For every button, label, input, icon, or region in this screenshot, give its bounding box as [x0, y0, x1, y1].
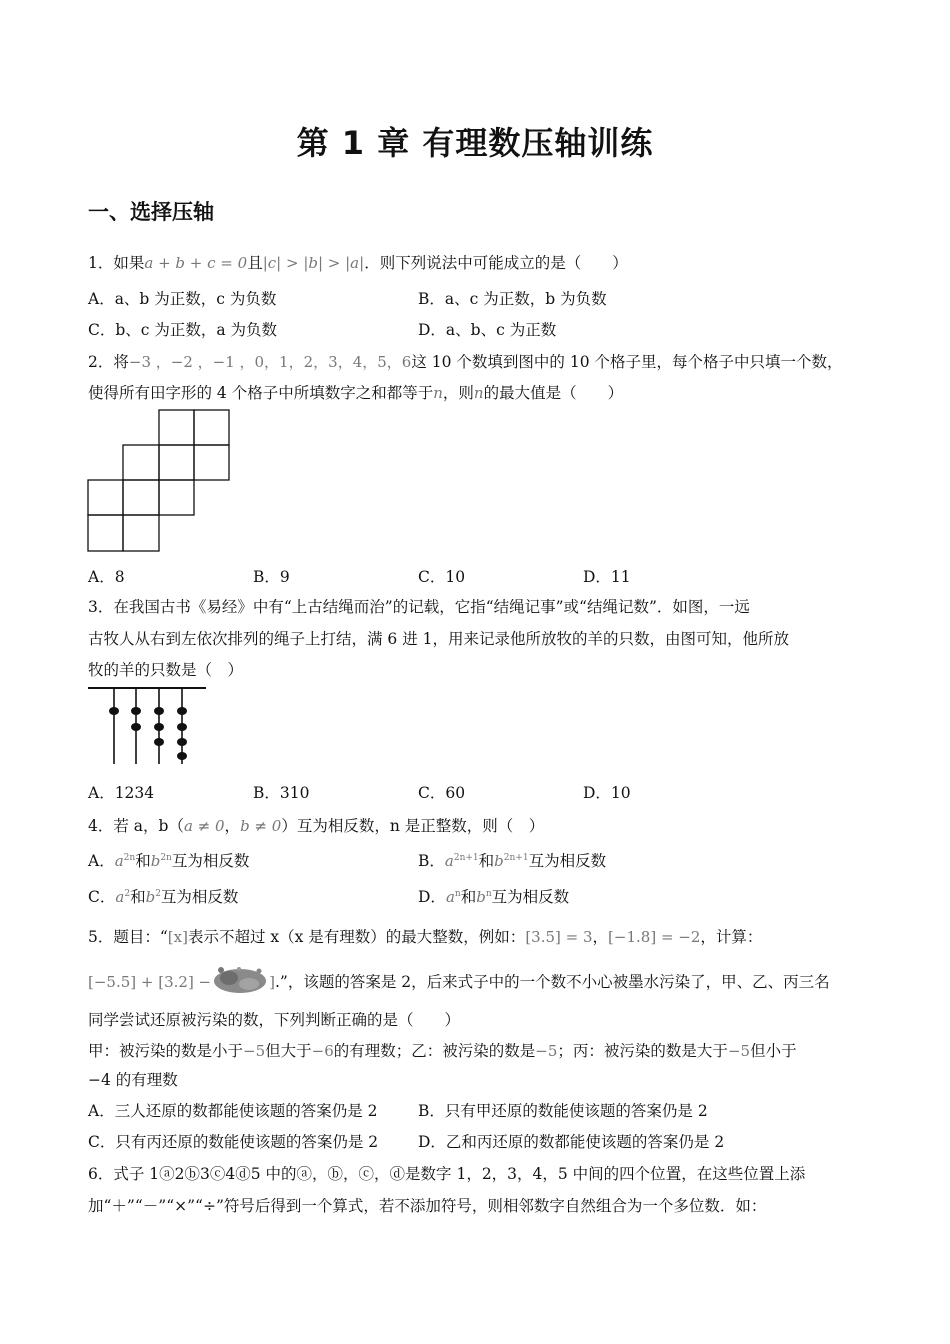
q5-option-d[interactable]: D．乙和丙还原的数都能使该题的答案仍是 2 [418, 1133, 725, 1151]
q2-option-d[interactable]: D．11 [583, 568, 631, 586]
q5-stem-line2: [−5.5] + [3.2] − ].”，该题的答案是 2，后来式子中的一个数不小心被墨水污染了，甲、乙、丙三名 [88, 968, 830, 998]
q3-option-a[interactable]: A．1234 [88, 784, 155, 802]
q5-stem-line3: 同学尝试还原被污染的数，下列判断正确的是（ ） [88, 1011, 461, 1029]
q5-option-b[interactable]: B．只有甲还原的数能使该题的答案仍是 2 [418, 1102, 708, 1120]
q5-stem-line5: −4 的有理数 [88, 1071, 178, 1089]
section-heading: 一、选择压轴 [88, 200, 214, 224]
q3-option-b[interactable]: B．310 [253, 784, 310, 802]
q5-option-c[interactable]: C．只有丙还原的数能使该题的答案仍是 2 [88, 1133, 379, 1151]
q3-stem-line3: 牧的羊的只数是（ ） [88, 661, 244, 679]
q2-option-c[interactable]: C．10 [418, 568, 466, 586]
q1-option-c[interactable]: C．b、c 为正数，a 为负数 [88, 321, 278, 339]
q2-numbers: −3 ，−2 ，−1 ，0，1，2，3，4，5，6 [128, 353, 412, 371]
q1-option-a[interactable]: A．a、b 为正数，c 为负数 [88, 290, 277, 308]
q4-option-a[interactable]: A．$a^{2n}$和$b^{2n}$互为相反数 [88, 852, 250, 870]
q2-stem-line2: 使得所有田字形的 4 个格子中所填数字之和都等于n，则n的最大值是（ ） [88, 384, 624, 402]
q2-option-a[interactable]: A．8 [88, 568, 125, 586]
q4-stem: 4．若 a，b（a ≠ 0，b ≠ 0）互为相反数，n 是正整数，则（ ） [88, 817, 545, 835]
q2-stem-line1: 2．将−3 ，−2 ，−1 ，0，1，2，3，4，5，6这 10 个数填到图中的 10 个格子里，每个格子中只填一个数， [88, 353, 843, 371]
q5-stem-line1: 5．题目：“[x]表示不超过 x（x 是有理数）的最大整数，例如：[3.5] = 3，[−1.8] = −2，计算： [88, 928, 763, 946]
q3-stem-line2: 古牧人从右到左依次排列的绳子上打结，满 6 进 1，用来记录他所放牧的羊的只数，由图可知，他所放 [88, 630, 790, 648]
q3-option-c[interactable]: C．60 [418, 784, 466, 802]
q1-stem: 1．如果a + b + c = 0且|c| > |b| > |a|．则下列说法中可能成立的是（ ） [88, 254, 628, 272]
q3-option-d[interactable]: D．10 [583, 784, 631, 802]
q1-option-d[interactable]: D．a、b、c 为正数 [418, 321, 557, 339]
q3-knot-rope-figure [86, 684, 210, 768]
q4-option-b[interactable]: B．$a^{2n+1}$和$b^{2n+1}$互为相反数 [418, 852, 607, 870]
q6-stem-line1: 6．式子 1ⓐ2ⓑ3ⓒ4ⓓ5 中的ⓐ，ⓑ，ⓒ，ⓓ是数字 1，2，3，4，5 中间的四个位置，在这些位置上添 [88, 1165, 806, 1183]
q5-stem-line4: 甲：被污染的数是小于−5但大于−6的有理数；乙：被污染的数是−5；丙：被污染的数是大于−5但小于 [88, 1042, 797, 1060]
q1-condition-sum: a + b + c = 0 [144, 254, 248, 272]
q4-option-c[interactable]: C．$a^2$和$b^2$互为相反数 [88, 888, 239, 906]
q1-condition-abs: |c| > |b| > |a| [262, 254, 365, 272]
q4-option-d[interactable]: D．$a^n$和$b^n$互为相反数 [418, 888, 570, 906]
q2-grid-figure [86, 408, 234, 554]
q2-option-b[interactable]: B．9 [253, 568, 290, 586]
q3-stem-line1: 3．在我国古书《易经》中有“上古结绳而治”的记载，它指“结绳记事”或“结绳记数”．如图，一远 [88, 598, 750, 616]
q5-option-a[interactable]: A．三人还原的数都能使该题的答案仍是 2 [88, 1102, 378, 1120]
q6-stem-line2: 加“＋”“－”“×”“÷”符号后得到一个算式，若不添加符号，则相邻数字自然组合为一个多位数．如： [88, 1197, 767, 1215]
ink-blot-image [211, 964, 269, 994]
q1-option-b[interactable]: B．a、c 为正数，b 为负数 [418, 290, 607, 308]
page-title: 第 1 章 有理数压轴训练 [296, 124, 654, 162]
q5-expression: [−5.5] + [3.2] − [88, 973, 212, 991]
